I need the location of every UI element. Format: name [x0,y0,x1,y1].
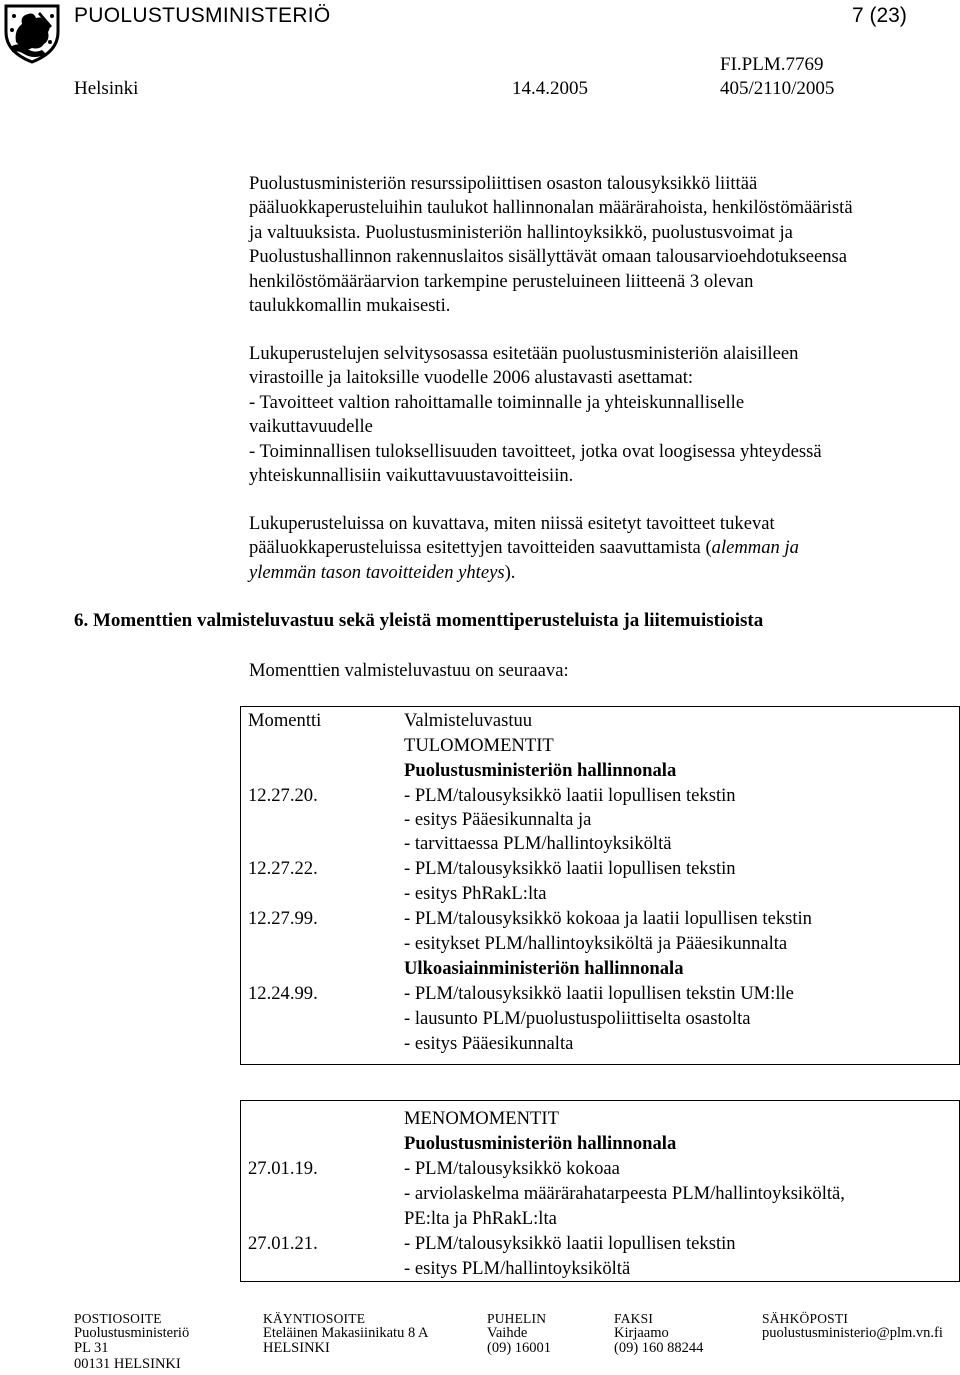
momentti-code: 12.24.99. [248,983,318,1004]
footer-label: POSTIOSOITE [74,1311,162,1326]
momentti-code: 27.01.19. [248,1158,318,1179]
responsibility-line: - esitys Pääesikunnalta [404,1033,574,1054]
responsibility-line: - lausunto PLM/puolustuspoliittiselta osastolta [404,1008,751,1029]
responsibility-line: - tarvittaessa PLM/hallintoyksiköltä [404,833,672,854]
paragraph-line: virastoille ja laitoksille vuodelle 2006 alustavasti asettamat: [249,367,694,389]
paragraph-2 [249,342,939,488]
responsibility-line: - arviolaskelma määrärahatarpeesta PLM/hallintoyksiköltä, [404,1183,845,1204]
paragraph-line: Lukuperusteluissa on kuvattava, miten niissä esitetyt tavoitteet tukevat [249,513,775,534]
paragraph-text: pääluokkaperusteluissa esitettyjen tavoitteiden saavuttamista ( [249,537,712,559]
footer-phone [487,1311,551,1357]
footer-label: FAKSI [614,1311,654,1326]
group-title: TULOMOMENTIT [404,735,554,756]
paragraph-line: - Toiminnallisen tuloksellisuuden tavoitteet, jotka ovat loogisessa yhteydessä [249,440,822,462]
footer-value: Vaihde [487,1325,528,1342]
footer-value: (09) 16001 [487,1340,552,1357]
paragraph-text: ). [504,561,516,583]
paragraph-line: Puolustushallinnon rakennuslaitos sisällyttävät omaan talousarvioehdotukseensa [249,246,847,268]
paragraph-line: yhteiskunnallisiin vaikuttavuustavoitteisiin. [249,465,574,487]
header-city: Helsinki [74,78,139,99]
footer-label: PUHELIN [487,1311,547,1326]
momentti-code: 12.27.99. [248,908,318,929]
paragraph-line: henkilöstömääräarvion tarkempine perusteluineen liitteenä 3 olevan [249,270,754,292]
footer-fax [614,1311,703,1357]
responsibility-line: - esitys PLM/hallintoyksiköltä [404,1258,631,1279]
responsibility-line: - esitys PhRakL:lta [404,883,547,904]
paragraph-line [249,561,939,585]
table-intro: Momenttien valmisteluvastuu on seuraava: [249,660,569,681]
responsibility-table-income [240,706,960,1065]
responsibility-line: - esitykset PLM/hallintoyksiköltä ja Pääesikunnalta [404,933,788,954]
momentti-code: 27.01.21. [248,1233,318,1254]
responsibility-line: - PLM/talousyksikkö kokoaa [404,1158,620,1179]
footer-email-link[interactable]: puolustusministerio@plm.vn.fi [762,1325,943,1342]
paragraph-italic-text: ylemmän tason tavoitteiden yhteys [249,561,505,583]
paragraph-line [249,536,939,560]
paragraph-line: ja valtuuksista. Puolustusministeriön hallintoyksikkö, puolustusvoimat ja [249,221,793,243]
page-number: 7 (23) [852,4,907,27]
section-title: Puolustusministeriön hallinnonala [404,1133,677,1154]
section-title: Puolustusministeriön hallinnonala [404,760,677,781]
organization-title: PUOLUSTUSMINISTERIÖ [74,4,331,27]
footer-value: Eteläinen Makasiinikatu 8 A [263,1325,429,1342]
footer-postal-address [74,1311,189,1372]
header-document-number: 405/2110/2005 [720,78,835,99]
coat-of-arms-lion-logo [0,2,64,64]
responsibility-line: - PLM/talousyksikkö laatii lopullisen tekstin [404,858,736,879]
column-header-valmisteluvastuu: Valmisteluvastuu [404,710,533,731]
paragraph-line: pääluokkaperusteluihin taulukot hallinnonalan määrärahoista, henkilöstömääristä [249,197,853,219]
paragraph-italic-text: alemman ja [711,537,799,559]
paragraph-3 [249,512,939,585]
footer-value: Kirjaamo [614,1325,669,1342]
document-reference: FI.PLM.7769 [720,54,824,75]
footer-value: (09) 160 88244 [614,1340,704,1357]
section-heading: 6. Momenttien valmisteluvastuu sekä yleistä momenttiperusteluista ja liitemuistioista [74,610,764,631]
paragraph-1 [249,172,939,318]
footer-email [762,1311,943,1341]
footer-value: PL 31 [74,1340,109,1357]
paragraph-line: - Tavoitteet valtion rahoittamalle toiminnalle ja yhteiskunnalliselle [249,391,745,413]
responsibility-line: - PLM/talousyksikkö laatii lopullisen tekstin UM:lle [404,983,794,1004]
paragraph-line: vaikuttavuudelle [249,416,373,438]
group-title: MENOMOMENTIT [404,1108,559,1129]
responsibility-line: - esitys Pääesikunnalta ja [404,809,592,830]
responsibility-line: - PLM/talousyksikkö kokoaa ja laatii lopullisen tekstin [404,908,812,929]
momentti-code: 12.27.20. [248,785,318,806]
footer-value: 00131 HELSINKI [74,1355,181,1372]
section-title: Ulkoasiainministeriön hallinnonala [404,958,684,979]
responsibility-line: PE:lta ja PhRakL:lta [404,1208,557,1229]
header-date: 14.4.2005 [512,78,588,99]
responsibility-table-expenses [240,1100,960,1282]
footer-value: HELSINKI [263,1340,330,1357]
paragraph-line: Puolustusministeriön resurssipoliittisen osaston talousyksikkö liittää [249,173,758,194]
paragraph-line: taulukkomallin mukaisesti. [249,295,451,317]
momentti-code: 12.27.22. [248,858,318,879]
column-header-momentti: Momentti [248,710,322,731]
responsibility-line: - PLM/talousyksikkö laatii lopullisen tekstin [404,1233,736,1254]
paragraph-line: Lukuperustelujen selvitysosassa esitetään puolustusministeriön alaisilleen [249,343,799,364]
footer-visiting-address [263,1311,429,1357]
footer-label: KÄYNTIOSOITE [263,1311,366,1326]
footer-value: Puolustusministeriö [74,1325,190,1342]
responsibility-line: - PLM/talousyksikkö laatii lopullisen tekstin [404,785,736,806]
footer-label: SÄHKÖPOSTI [762,1311,849,1326]
